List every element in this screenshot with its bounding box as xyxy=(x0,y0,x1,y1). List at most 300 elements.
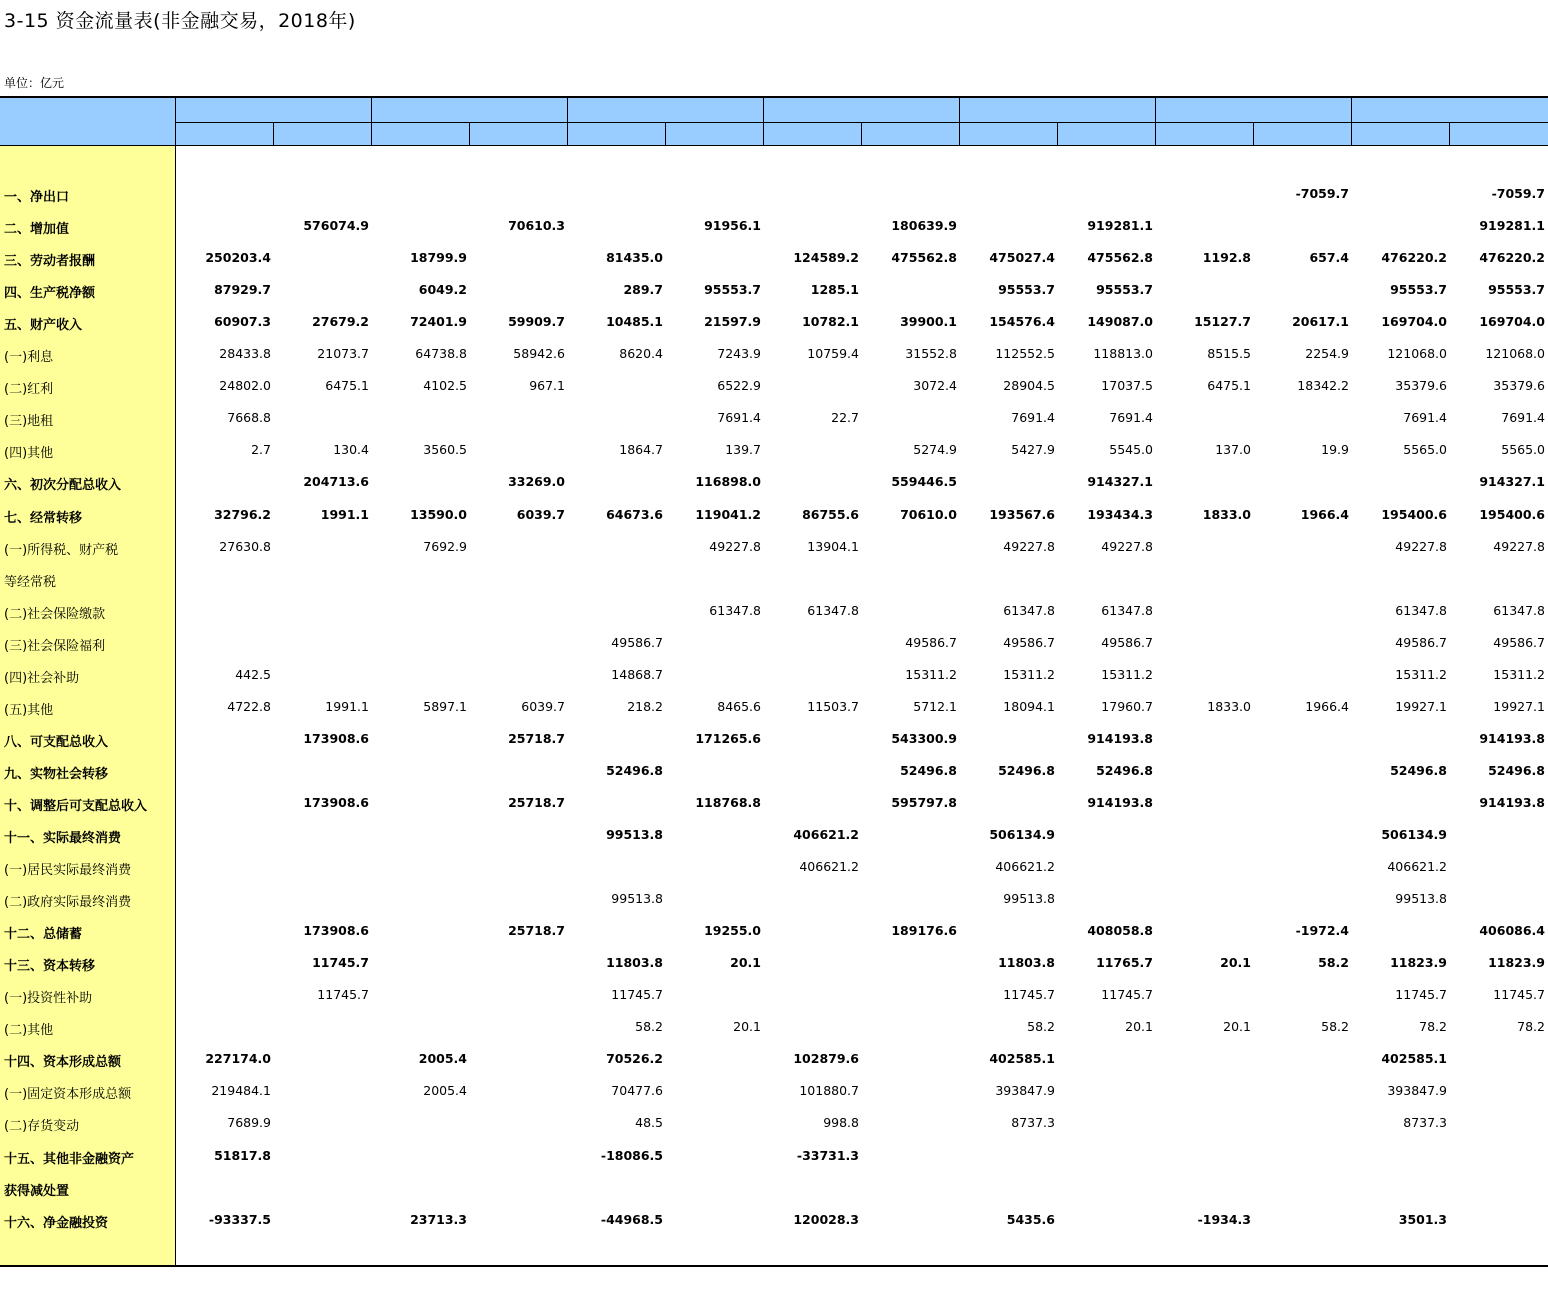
table-cell: 72401.9 xyxy=(410,314,467,329)
table-cell: 11803.8 xyxy=(998,955,1055,970)
table-cell: 8620.4 xyxy=(619,346,663,361)
table-cell: 289.7 xyxy=(623,282,663,297)
table-cell: 64738.8 xyxy=(415,346,467,361)
table-cell: 543300.9 xyxy=(891,731,957,746)
table-cell: 11745.7 xyxy=(1395,987,1447,1002)
row-label: (四)社会补助 xyxy=(4,671,80,686)
table-cell: 5565.0 xyxy=(1403,442,1447,457)
table-cell: 11745.7 xyxy=(1493,987,1545,1002)
table-cell: 4102.5 xyxy=(423,378,467,393)
header-divider xyxy=(469,122,470,146)
table-cell: 2.7 xyxy=(251,442,271,457)
table-cell: 49586.7 xyxy=(1101,635,1153,650)
table-cell: 7691.4 xyxy=(717,410,761,425)
table-cell: 70610.3 xyxy=(508,218,565,233)
table-cell: 19.9 xyxy=(1321,442,1349,457)
table-bottom-border xyxy=(0,1265,1548,1267)
table-cell: 914327.1 xyxy=(1087,474,1153,489)
table-cell: 17960.7 xyxy=(1101,699,1153,714)
table-cell: 11745.7 xyxy=(312,955,369,970)
table-cell: 101880.7 xyxy=(799,1083,859,1098)
table-cell: 149087.0 xyxy=(1087,314,1153,329)
table-cell: 18094.1 xyxy=(1003,699,1055,714)
table-cell: 1192.8 xyxy=(1202,250,1251,265)
table-cell: 406621.2 xyxy=(793,827,859,842)
table-cell: 442.5 xyxy=(235,667,271,682)
table-cell: 406621.2 xyxy=(1387,859,1447,874)
table-cell: 967.1 xyxy=(529,378,565,393)
table-cell: 169704.0 xyxy=(1479,314,1545,329)
table-cell: 19255.0 xyxy=(704,923,761,938)
table-cell: 11745.7 xyxy=(611,987,663,1002)
table-cell: 18342.2 xyxy=(1297,378,1349,393)
table-cell: 39900.1 xyxy=(900,314,957,329)
use-subheader xyxy=(960,122,1058,146)
table-cell: 1991.1 xyxy=(325,699,369,714)
table-cell: 5545.0 xyxy=(1109,442,1153,457)
table-cell: 250203.4 xyxy=(205,250,271,265)
row-label: (一)利息 xyxy=(4,350,54,365)
table-cell: 95553.7 xyxy=(704,282,761,297)
table-cell: -33731.3 xyxy=(796,1148,859,1163)
table-cell: 20.1 xyxy=(1220,955,1251,970)
table-cell: 169704.0 xyxy=(1381,314,1447,329)
row-label: (一)居民实际最终消费 xyxy=(4,863,132,878)
table-cell: 49227.8 xyxy=(1003,539,1055,554)
row-label: (五)其他 xyxy=(4,703,54,718)
table-cell: 15311.2 xyxy=(1003,667,1055,682)
table-cell: 6522.9 xyxy=(717,378,761,393)
table-cell: 25718.7 xyxy=(508,923,565,938)
table-cell: 91956.1 xyxy=(704,218,761,233)
use-subheader xyxy=(1156,122,1254,146)
use-subheader xyxy=(372,122,470,146)
table-cell: 219484.1 xyxy=(211,1083,271,1098)
table-cell: 31552.8 xyxy=(905,346,957,361)
row-label: 十一、实际最终消费 xyxy=(4,831,122,846)
sector-header xyxy=(568,98,764,122)
table-cell: 52496.8 xyxy=(1488,763,1545,778)
row-label: (二)存货变动 xyxy=(4,1119,80,1134)
table-cell: 17037.5 xyxy=(1101,378,1153,393)
table-cell: 20.1 xyxy=(1223,1019,1251,1034)
table-cell: 5435.6 xyxy=(1006,1212,1055,1227)
row-label: 二、增加值 xyxy=(4,222,70,237)
table-cell: 15311.2 xyxy=(1395,667,1447,682)
row-label: 九、实物社会转移 xyxy=(4,767,109,782)
table-cell: 6475.1 xyxy=(1207,378,1251,393)
header-divider xyxy=(665,122,666,146)
table-cell: 227174.0 xyxy=(205,1051,271,1066)
table-cell: -7059.7 xyxy=(1295,186,1349,201)
row-label: 五、财产收入 xyxy=(4,318,83,333)
table-cell: 87929.7 xyxy=(214,282,271,297)
table-cell: 8737.3 xyxy=(1403,1115,1447,1130)
source-subheader xyxy=(666,122,764,146)
row-label: 四、生产税净额 xyxy=(4,286,96,301)
table-cell: 59909.7 xyxy=(508,314,565,329)
row-label: (四)其他 xyxy=(4,446,54,461)
table-cell: 7668.8 xyxy=(227,410,271,425)
table-cell: 20.1 xyxy=(1125,1019,1153,1034)
table-cell: 914193.8 xyxy=(1479,731,1545,746)
table-cell: 27630.8 xyxy=(219,539,271,554)
table-cell: 193434.3 xyxy=(1087,507,1153,522)
unit-label: 单位：亿元 xyxy=(4,76,65,90)
table-cell: 195400.6 xyxy=(1381,507,1447,522)
table-cell: 49227.8 xyxy=(1493,539,1545,554)
row-label: (一)投资性补助 xyxy=(4,991,93,1006)
table-cell: 3072.4 xyxy=(913,378,957,393)
table-cell: 19927.1 xyxy=(1493,699,1545,714)
table-cell: 78.2 xyxy=(1517,1019,1545,1034)
row-label: (二)其他 xyxy=(4,1023,54,1038)
table-cell: 914193.8 xyxy=(1087,731,1153,746)
sector-header xyxy=(1156,98,1352,122)
table-cell: 154576.4 xyxy=(989,314,1055,329)
row-label: 七、经常转移 xyxy=(4,511,83,526)
table-cell: 1285.1 xyxy=(810,282,859,297)
row-label: (二)红利 xyxy=(4,382,54,397)
table-cell: 49586.7 xyxy=(611,635,663,650)
table-cell: 1833.0 xyxy=(1202,507,1251,522)
row-label: (二)社会保险缴款 xyxy=(4,607,106,622)
use-subheader xyxy=(764,122,862,146)
table-cell: 33269.0 xyxy=(508,474,565,489)
table-cell: 95553.7 xyxy=(1096,282,1153,297)
table-cell: 15311.2 xyxy=(1493,667,1545,682)
table-cell: 11503.7 xyxy=(807,699,859,714)
table-cell: 70477.6 xyxy=(611,1083,663,1098)
table-cell: 11803.8 xyxy=(606,955,663,970)
table-cell: 193567.6 xyxy=(989,507,1055,522)
table-cell: 22.7 xyxy=(831,410,859,425)
table-cell: 393847.9 xyxy=(1387,1083,1447,1098)
table-cell: 20617.1 xyxy=(1292,314,1349,329)
table-cell: 998.8 xyxy=(823,1115,859,1130)
table-cell: 121068.0 xyxy=(1387,346,1447,361)
table-cell: 95553.7 xyxy=(1488,282,1545,297)
header-divider xyxy=(176,122,1548,123)
table-cell: 15311.2 xyxy=(905,667,957,682)
table-cell: 18799.9 xyxy=(410,250,467,265)
table-cell: 3560.5 xyxy=(423,442,467,457)
table-cell: 6039.7 xyxy=(516,507,565,522)
table-cell: 139.7 xyxy=(725,442,761,457)
table-cell: 58.2 xyxy=(635,1019,663,1034)
table-cell: 7243.9 xyxy=(717,346,761,361)
table-cell: 6039.7 xyxy=(521,699,565,714)
table-cell: 118768.8 xyxy=(695,795,761,810)
table-cell: 2005.4 xyxy=(423,1083,467,1098)
table-cell: 124589.2 xyxy=(793,250,859,265)
table-cell: 49227.8 xyxy=(1395,539,1447,554)
source-subheader xyxy=(1254,122,1352,146)
table-cell: 173908.6 xyxy=(303,923,369,938)
table-cell: 173908.6 xyxy=(303,795,369,810)
table-cell: 5897.1 xyxy=(423,699,467,714)
table-cell: 11745.7 xyxy=(317,987,369,1002)
header-corner-bottom xyxy=(0,122,176,146)
table-cell: 5565.0 xyxy=(1501,442,1545,457)
row-label: 获得减处置 xyxy=(4,1184,70,1199)
table-cell: 58.2 xyxy=(1321,1019,1349,1034)
table-cell: 475562.8 xyxy=(1087,250,1153,265)
row-label: 十五、其他非金融资产 xyxy=(4,1152,135,1167)
table-cell: 49586.7 xyxy=(1493,635,1545,650)
table-cell: 32796.2 xyxy=(214,507,271,522)
header-divider xyxy=(273,122,274,146)
table-cell: 51817.8 xyxy=(214,1148,271,1163)
table-cell: 6049.2 xyxy=(418,282,467,297)
table-cell: 1991.1 xyxy=(320,507,369,522)
table-cell: 137.0 xyxy=(1215,442,1251,457)
table-cell: -18086.5 xyxy=(600,1148,663,1163)
table-cell: 52496.8 xyxy=(1390,763,1447,778)
table-cell: 195400.6 xyxy=(1479,507,1545,522)
table-cell: 52496.8 xyxy=(606,763,663,778)
table-cell: 2254.9 xyxy=(1305,346,1349,361)
row-label: 十二、总储蓄 xyxy=(4,927,83,942)
table-cell: 7691.4 xyxy=(1011,410,1055,425)
row-label: (二)政府实际最终消费 xyxy=(4,895,132,910)
table-cell: 120028.3 xyxy=(793,1212,859,1227)
table-cell: 25718.7 xyxy=(508,795,565,810)
table-cell: 1966.4 xyxy=(1300,507,1349,522)
table-cell: 52496.8 xyxy=(900,763,957,778)
table-cell: 919281.1 xyxy=(1479,218,1545,233)
table-cell: 99513.8 xyxy=(1003,891,1055,906)
table-cell: 506134.9 xyxy=(989,827,1055,842)
table-cell: 6475.1 xyxy=(325,378,369,393)
table-cell: -1972.4 xyxy=(1295,923,1349,938)
table-cell: 475027.4 xyxy=(989,250,1055,265)
table-cell: 21597.9 xyxy=(704,314,761,329)
table-cell: 99513.8 xyxy=(1395,891,1447,906)
use-subheader xyxy=(568,122,666,146)
table-cell: 8515.5 xyxy=(1207,346,1251,361)
table-cell: 402585.1 xyxy=(1381,1051,1447,1066)
table-cell: 25718.7 xyxy=(508,731,565,746)
table-cell: -93337.5 xyxy=(208,1212,271,1227)
table-cell: 506134.9 xyxy=(1381,827,1447,842)
table-cell: 406086.4 xyxy=(1479,923,1545,938)
table-cell: 86755.6 xyxy=(802,507,859,522)
table-cell: 20.1 xyxy=(730,955,761,970)
table-cell: 7689.9 xyxy=(227,1115,271,1130)
table-cell: 119041.2 xyxy=(695,507,761,522)
use-subheader xyxy=(176,122,274,146)
table-cell: 914193.8 xyxy=(1479,795,1545,810)
table-cell: 475562.8 xyxy=(891,250,957,265)
table-cell: 406621.2 xyxy=(995,859,1055,874)
table-cell: 28904.5 xyxy=(1003,378,1055,393)
table-cell: 61347.8 xyxy=(1395,603,1447,618)
table-cell: 70526.2 xyxy=(606,1051,663,1066)
table-cell: 5427.9 xyxy=(1011,442,1055,457)
row-label: 十、调整后可支配总收入 xyxy=(4,799,148,814)
table-cell: 118813.0 xyxy=(1093,346,1153,361)
table-cell: 7691.4 xyxy=(1501,410,1545,425)
table-cell: 5712.1 xyxy=(913,699,957,714)
table-cell: 116898.0 xyxy=(695,474,761,489)
row-label: 等经常税 xyxy=(4,575,57,590)
table-cell: 3501.3 xyxy=(1398,1212,1447,1227)
source-subheader xyxy=(1450,122,1548,146)
table-cell: 49227.8 xyxy=(709,539,761,554)
table-cell: 28433.8 xyxy=(219,346,271,361)
table-cell: 10759.4 xyxy=(807,346,859,361)
row-label: (一)所得税、财产税 xyxy=(4,543,119,558)
table-cell: 7691.4 xyxy=(1109,410,1153,425)
header-divider xyxy=(861,122,862,146)
use-subheader xyxy=(1352,122,1450,146)
header-corner-top xyxy=(0,98,176,122)
row-label: (三)地租 xyxy=(4,414,54,429)
row-label: 六、初次分配总收入 xyxy=(4,478,122,493)
table-cell: 1864.7 xyxy=(619,442,663,457)
table-cell: 204713.6 xyxy=(303,474,369,489)
table-cell: 406621.2 xyxy=(799,859,859,874)
table-cell: 559446.5 xyxy=(891,474,957,489)
page-title: 3-15 资金流量表(非金融交易，2018年) xyxy=(4,10,356,32)
table-cell: 13590.0 xyxy=(410,507,467,522)
table-cell: 27679.2 xyxy=(312,314,369,329)
table-cell: 21073.7 xyxy=(317,346,369,361)
header-divider xyxy=(1449,122,1450,146)
table-cell: 35379.6 xyxy=(1493,378,1545,393)
table-cell: 7691.4 xyxy=(1403,410,1447,425)
source-subheader xyxy=(1058,122,1156,146)
header-divider xyxy=(1057,122,1058,146)
table-cell: 476220.2 xyxy=(1381,250,1447,265)
table-cell: 171265.6 xyxy=(695,731,761,746)
table-cell: 914327.1 xyxy=(1479,474,1545,489)
table-cell: 64673.6 xyxy=(606,507,663,522)
row-label: (一)固定资本形成总额 xyxy=(4,1087,132,1102)
table-cell: 58.2 xyxy=(1027,1019,1055,1034)
table-cell: 576074.9 xyxy=(303,218,369,233)
table-cell: 2005.4 xyxy=(418,1051,467,1066)
table-cell: 49227.8 xyxy=(1101,539,1153,554)
table-cell: 1833.0 xyxy=(1207,699,1251,714)
row-label: 八、可支配总收入 xyxy=(4,735,109,750)
table-cell: 58942.6 xyxy=(513,346,565,361)
sector-header xyxy=(1352,98,1548,122)
table-cell: 24802.0 xyxy=(219,378,271,393)
source-subheader xyxy=(470,122,568,146)
table-cell: 173908.6 xyxy=(303,731,369,746)
table-cell: 11745.7 xyxy=(1003,987,1055,1002)
table-cell: 11765.7 xyxy=(1096,955,1153,970)
table-cell: 11823.9 xyxy=(1390,955,1447,970)
table-cell: 657.4 xyxy=(1309,250,1349,265)
row-label: 三、劳动者报酬 xyxy=(4,254,96,269)
table-cell: 52496.8 xyxy=(1096,763,1153,778)
table-cell: 7692.9 xyxy=(423,539,467,554)
table-cell: 402585.1 xyxy=(989,1051,1055,1066)
table-cell: 8737.3 xyxy=(1011,1115,1055,1130)
row-label: 十三、资本转移 xyxy=(4,959,96,974)
table-cell: -7059.7 xyxy=(1491,186,1545,201)
table-cell: 81435.0 xyxy=(606,250,663,265)
table-cell: 218.2 xyxy=(627,699,663,714)
table-cell: -44968.5 xyxy=(600,1212,663,1227)
table-cell: 78.2 xyxy=(1419,1019,1447,1034)
table-cell: 14868.7 xyxy=(611,667,663,682)
table-cell: 52496.8 xyxy=(998,763,1055,778)
sector-header xyxy=(176,98,372,122)
row-label: 十四、资本形成总额 xyxy=(4,1055,122,1070)
table-cell: 4722.8 xyxy=(227,699,271,714)
table-cell: 914193.8 xyxy=(1087,795,1153,810)
source-subheader xyxy=(862,122,960,146)
table-cell: 61347.8 xyxy=(807,603,859,618)
table-cell: 48.5 xyxy=(635,1115,663,1130)
table-cell: 112552.5 xyxy=(995,346,1055,361)
table-cell: 19927.1 xyxy=(1395,699,1447,714)
table-cell: 13904.1 xyxy=(807,539,859,554)
table-cell: 23713.3 xyxy=(410,1212,467,1227)
table-cell: 408058.8 xyxy=(1087,923,1153,938)
table-cell: 102879.6 xyxy=(793,1051,859,1066)
table-cell: 10485.1 xyxy=(606,314,663,329)
table-cell: 180639.9 xyxy=(891,218,957,233)
table-cell: 919281.1 xyxy=(1087,218,1153,233)
table-cell: 70610.0 xyxy=(900,507,957,522)
table-cell: 11745.7 xyxy=(1101,987,1153,1002)
table-cell: 393847.9 xyxy=(995,1083,1055,1098)
table-cell: 15311.2 xyxy=(1101,667,1153,682)
sector-header xyxy=(372,98,568,122)
table-cell: 130.4 xyxy=(333,442,369,457)
table-cell: 58.2 xyxy=(1318,955,1349,970)
header-divider xyxy=(1253,122,1254,146)
table-cell: 476220.2 xyxy=(1479,250,1545,265)
table-cell: 121068.0 xyxy=(1485,346,1545,361)
sector-header xyxy=(960,98,1156,122)
table-cell: 189176.6 xyxy=(891,923,957,938)
table-cell: 49586.7 xyxy=(905,635,957,650)
table-cell: 49586.7 xyxy=(1003,635,1055,650)
table-header xyxy=(0,96,1548,146)
table-cell: -1934.3 xyxy=(1197,1212,1251,1227)
table-cell: 99513.8 xyxy=(611,891,663,906)
table-cell: 15127.7 xyxy=(1194,314,1251,329)
sector-header xyxy=(764,98,960,122)
table-cell: 5274.9 xyxy=(913,442,957,457)
table-cell: 8465.6 xyxy=(717,699,761,714)
table-cell: 11823.9 xyxy=(1488,955,1545,970)
table-cell: 595797.8 xyxy=(891,795,957,810)
table-cell: 20.1 xyxy=(733,1019,761,1034)
table-cell: 35379.6 xyxy=(1395,378,1447,393)
table-cell: 61347.8 xyxy=(1003,603,1055,618)
table-cell: 95553.7 xyxy=(1390,282,1447,297)
table-cell: 60907.3 xyxy=(214,314,271,329)
table-cell: 49586.7 xyxy=(1395,635,1447,650)
row-label: (三)社会保险福利 xyxy=(4,639,106,654)
row-label: 十六、净金融投资 xyxy=(4,1216,109,1231)
table-cell: 61347.8 xyxy=(709,603,761,618)
source-subheader xyxy=(274,122,372,146)
table-cell: 61347.8 xyxy=(1101,603,1153,618)
table-cell: 10782.1 xyxy=(802,314,859,329)
row-label: 一、净出口 xyxy=(4,190,70,205)
table-cell: 61347.8 xyxy=(1493,603,1545,618)
table-cell: 1966.4 xyxy=(1305,699,1349,714)
table-cell: 99513.8 xyxy=(606,827,663,842)
